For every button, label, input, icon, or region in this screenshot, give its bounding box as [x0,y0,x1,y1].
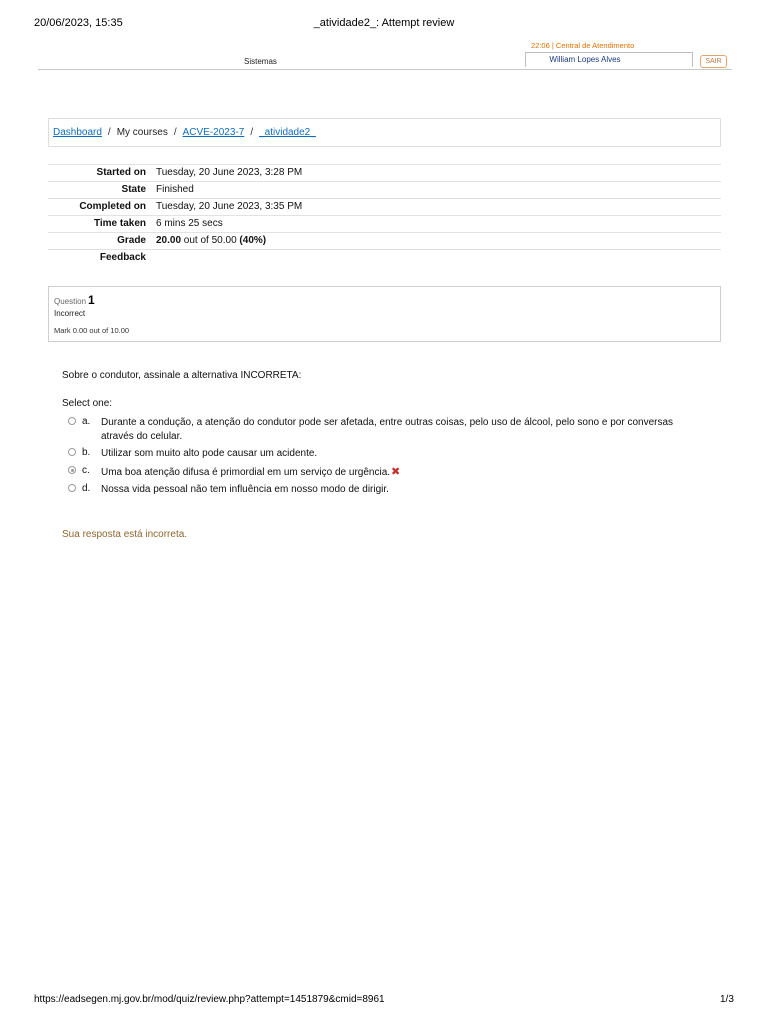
incorrect-x-icon: ✖ [391,466,401,478]
breadcrumb-separator: / [250,127,254,138]
radio-button[interactable] [68,417,76,425]
question-text: Sobre o condutor, assinale a alternativa INCORRETA: [62,370,302,381]
summary-label: Grade [117,235,146,246]
summary-row-state [48,181,721,198]
breadcrumb-activity[interactable]: _atividade2_ [259,127,316,138]
summary-row-completed [48,198,721,215]
summary-label: Completed on [79,201,146,212]
option-letter: b. [82,447,91,458]
print-footer-url: https://eadsegen.mj.gov.br/mod/quiz/review.php?attempt=1451879&cmid=8961 [34,994,385,1005]
grade-score: 20.00 [156,235,182,246]
summary-value: Tuesday, 20 June 2023, 3:28 PM [156,167,303,178]
summary-value: Finished [156,184,194,195]
summary-row-feedback [48,249,721,266]
attempt-summary-table [48,164,721,266]
option-letter: c. [82,465,90,476]
option-letter: d. [82,483,91,494]
question-label [54,293,95,307]
sistemas-link[interactable]: Sistemas [244,57,277,66]
summary-label: Time taken [93,218,146,229]
summary-value: 6 mins 25 secs [156,218,223,229]
option-text-wrapper [101,465,701,480]
breadcrumb [48,118,721,147]
radio-button-selected[interactable] [68,466,76,474]
option-text: Durante a condução, a atenção do condutor pode ser afetada, entre outras coisas, pelo uso de álcool, pelo sono e por conversas através do celular. [101,417,674,442]
question-mark: Mark 0.00 out of 10.00 [54,326,130,335]
option-text: Utilizar som muito alto pode causar um acidente. [101,448,318,459]
print-page-title: _atividade2_: Attempt review [313,17,455,29]
summary-row-started [48,164,721,181]
print-date: 20/06/2023, 15:35 [34,17,123,29]
select-one-label: Select one: [62,398,113,409]
summary-row-time [48,215,721,232]
answer-feedback: Sua resposta está incorreta. [62,529,188,540]
summary-value [146,250,156,266]
summary-value: Tuesday, 20 June 2023, 3:35 PM [156,201,303,212]
answer-option-b[interactable] [68,447,708,461]
summary-label: Started on [96,167,146,178]
logout-button[interactable]: SAIR [700,55,727,68]
answer-option-d[interactable] [68,483,708,497]
summary-label: Feedback [99,252,146,263]
clock-service-line: 22:06 | Central de Atendimento [531,41,635,50]
radio-button[interactable] [68,448,76,456]
option-text: Uma boa atenção difusa é primordial em um serviço de urgência. [101,467,391,478]
question-number: 1 [88,293,95,307]
option-letter: a. [82,416,91,427]
user-name: William Lopes Alves [549,55,621,64]
breadcrumb-course[interactable]: ACVE-2023-7 [182,127,245,138]
radio-button[interactable] [68,484,76,492]
answer-option-c[interactable] [68,465,708,479]
breadcrumb-separator: / [173,127,177,138]
breadcrumb-separator: / [107,127,111,138]
summary-row-grade [48,232,721,249]
grade-out-of: out of 50.00 [181,235,240,246]
option-text: Nossa vida pessoal não tem influência em nosso modo de dirigir. [101,484,389,495]
print-page-number: 1/3 [720,994,734,1005]
breadcrumb-dashboard[interactable]: Dashboard [53,127,102,138]
breadcrumb-my-courses: My courses [116,127,168,138]
question-state: Incorrect [54,309,86,318]
question-label-text: Question [54,297,87,306]
summary-value [146,233,266,249]
summary-label: State [121,184,146,195]
question-info-box [48,286,721,342]
grade-percent: (40%) [239,235,267,246]
answer-option-a[interactable] [68,416,708,446]
